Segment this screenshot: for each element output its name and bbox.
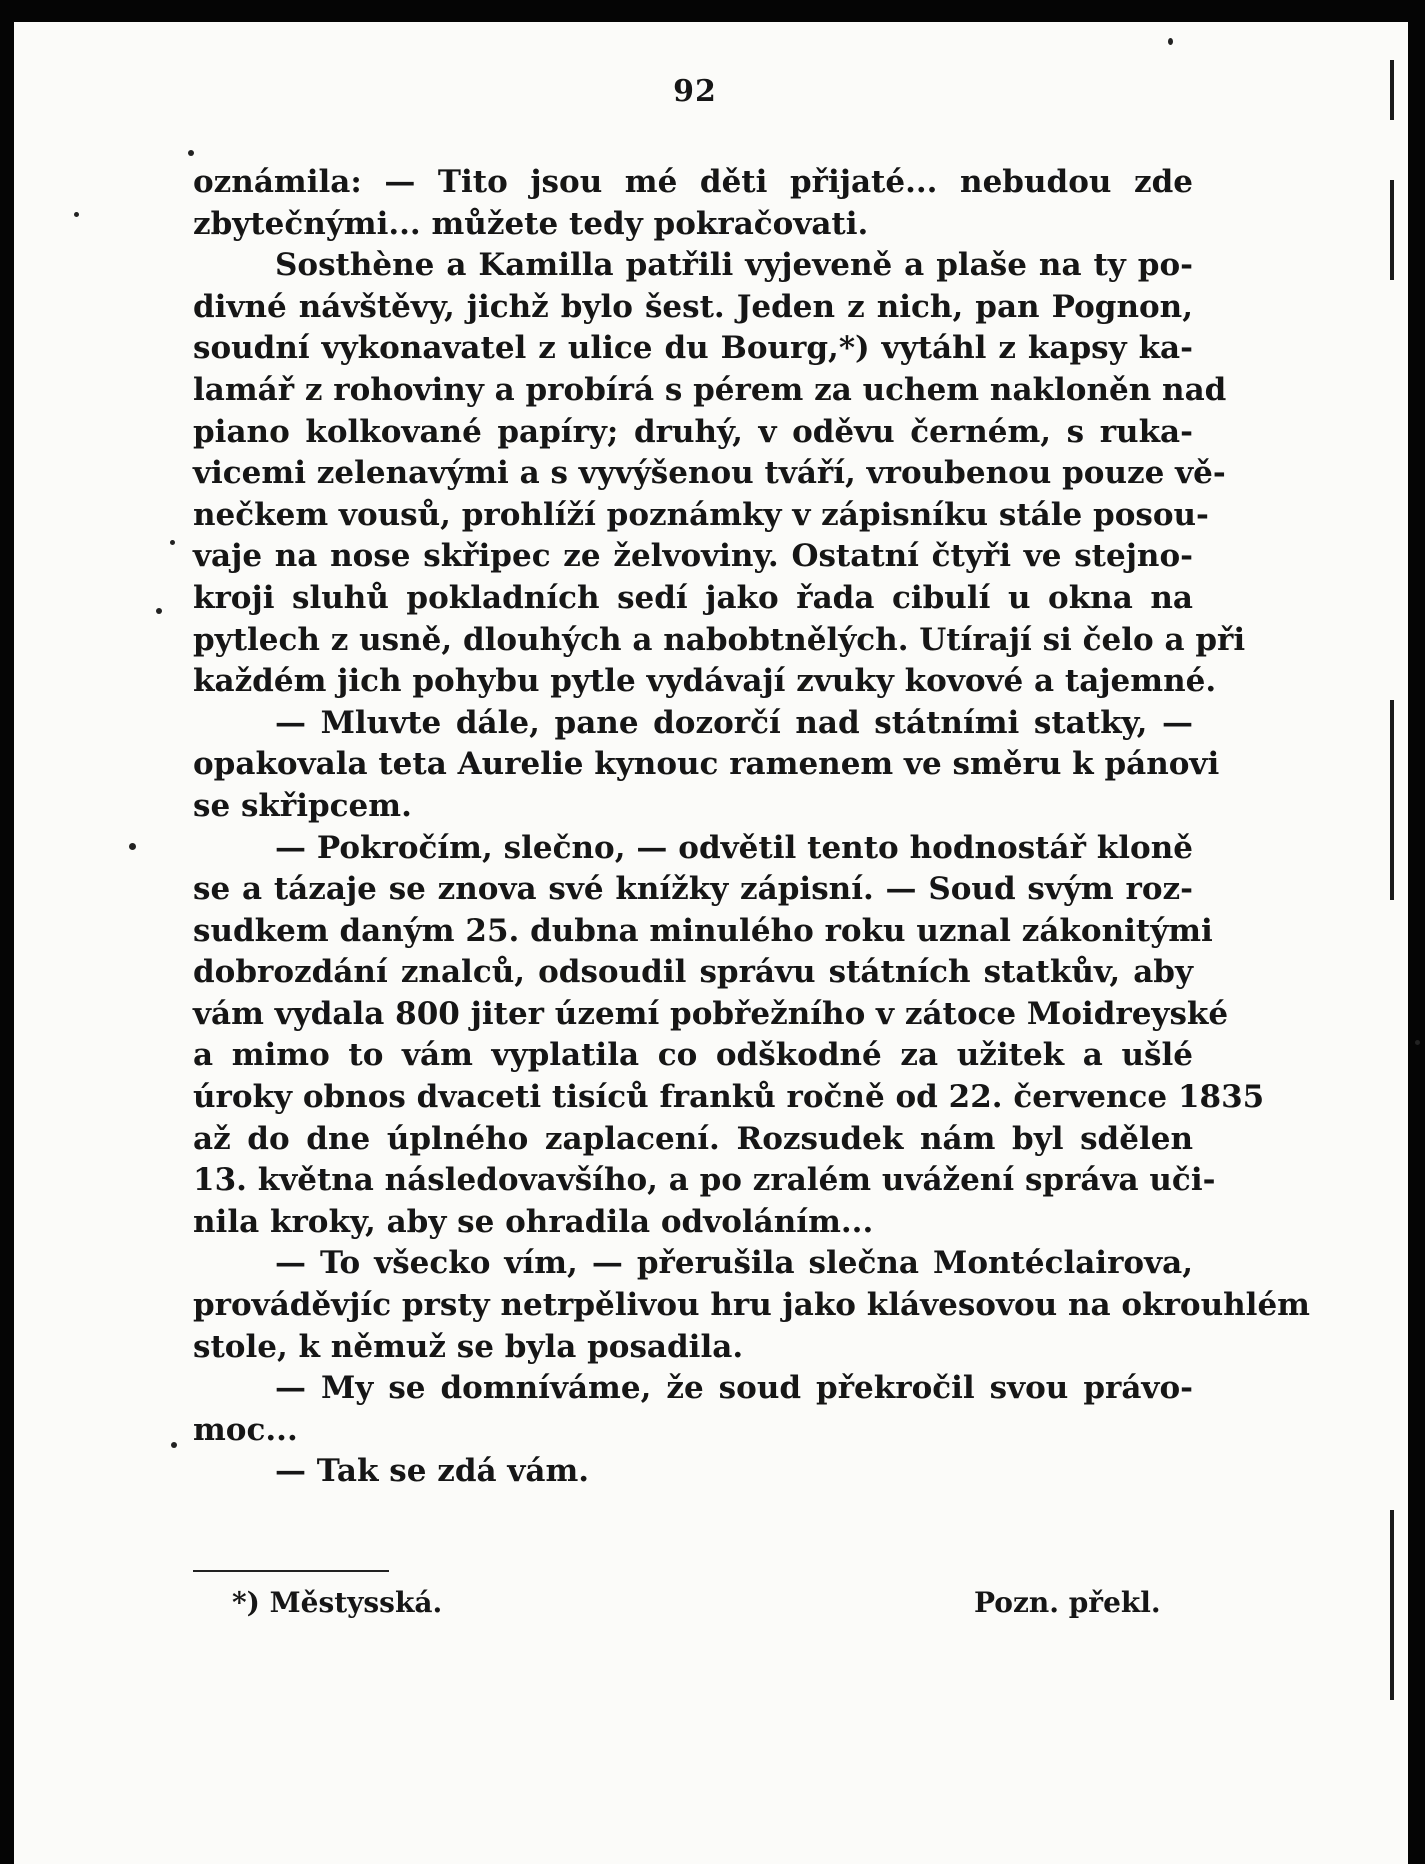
footnote-text: *) Městysská. — [232, 1586, 443, 1619]
text-line: dobrozdání znalců, odsoudil správu státních statkův, aby — [193, 954, 1193, 991]
text-line: se skřipcem. — [193, 787, 412, 824]
binding-shadow-gap — [1386, 120, 1398, 180]
scan-border-top — [0, 0, 1425, 22]
body-text — [193, 162, 1310, 1493]
text-line: nila kroky, aby se ohradila odvoláním... — [193, 1203, 874, 1240]
scan-speck — [170, 540, 175, 545]
text-line: prováděvjíc prsty netrpělivou hru jako klávesovou na okrouhlém — [193, 1287, 1310, 1324]
scan-speck — [1168, 38, 1173, 45]
scan-speck — [74, 212, 79, 217]
scan-border-right — [1408, 0, 1425, 1864]
text-line: — Mluvte dále, pane dozorčí nad státními statky, — — [275, 704, 1193, 741]
scan-speck — [171, 1442, 177, 1448]
text-line: — Pokročím, slečno, — odvětil tento hodnostář kloně — [275, 829, 1193, 866]
text-line: zbytečnými... můžete tedy pokračovati. — [193, 205, 869, 242]
text-line: kroji sluhů pokladních sedí jako řada cibulí u okna na — [193, 579, 1193, 616]
text-line: oznámila: — Tito jsou mé děti přijaté... nebudou zde — [193, 164, 1193, 200]
text-line: pytlech z usně, dlouhých a nabobtnělých. Utírají si čelo a při — [193, 621, 1246, 658]
text-line: — Tak se zdá vám. — [275, 1453, 590, 1490]
text-line: sudkem daným 25. dubna minulého roku uznal zákonitými — [193, 912, 1213, 949]
scan-speck — [156, 608, 162, 614]
text-line: Sosthène a Kamilla patřili vyjeveně a plaše na ty po- — [275, 247, 1193, 284]
scan-speck — [1415, 1040, 1420, 1045]
footnote-divider — [193, 1570, 389, 1572]
text-line: lamář z rohoviny a probírá s pérem za uchem nakloněn nad — [193, 371, 1227, 408]
text-line: se a tázaje se znova své knížky zápisní. — Soud svým roz- — [193, 871, 1193, 908]
page-number: 92 — [673, 74, 717, 109]
text-line: soudní vykonavatel z ulice du Bourg,*) vytáhl z kapsy ka- — [193, 330, 1193, 367]
scan-border-left — [0, 0, 14, 1864]
text-line: — My se domníváme, že soud překročil svou právo- — [275, 1370, 1193, 1407]
text-line: vicemi zelenavými a s vyvýšenou tváří, vroubenou pouze vě- — [193, 455, 1226, 492]
text-line: piano kolkované papíry; druhý, v oděvu černém, s ruka- — [193, 413, 1193, 450]
text-line: každém jich pohybu pytle vydávají zvuky kovové a tajemné. — [193, 663, 1217, 700]
translator-note: Pozn. překl. — [974, 1586, 1161, 1619]
binding-shadow-gap — [1386, 280, 1398, 700]
binding-shadow-gap — [1386, 900, 1398, 1510]
text-line: 13. května následovavšího, a po zralém uvážení správa uči- — [193, 1162, 1216, 1199]
text-line: nečkem vousů, prohlíží poznámky v zápisníku stále posou- — [193, 496, 1209, 533]
text-line: moc... — [193, 1411, 298, 1448]
text-line: divné návštěvy, jichž bylo šest. Jeden z nich, pan Pognon, — [193, 288, 1193, 325]
scan-speck — [129, 843, 136, 850]
text-line: opakovala teta Aurelie kynouc ramenem ve směru k pánovi — [193, 746, 1220, 783]
scan-speck — [188, 150, 194, 156]
text-line: vaje na nose skřipec ze želvoviny. Ostatní čtyři ve stejno- — [193, 538, 1193, 575]
text-line: úroky obnos dvaceti tisíců franků ročně od 22. července 1835 — [193, 1079, 1265, 1116]
text-line: — To všecko vím, — přerušila slečna Montéclairova, — [275, 1245, 1193, 1282]
text-line: stole, k němuž se byla posadila. — [193, 1328, 744, 1365]
text-line: a mimo to vám vyplatila co odškodné za užitek a ušlé — [193, 1037, 1193, 1074]
text-line: vám vydala 800 jiter území pobřežního v zátoce Moidreyské — [193, 995, 1229, 1032]
text-line: až do dne úplného zaplacení. Rozsudek nám byl sdělen — [193, 1120, 1193, 1157]
